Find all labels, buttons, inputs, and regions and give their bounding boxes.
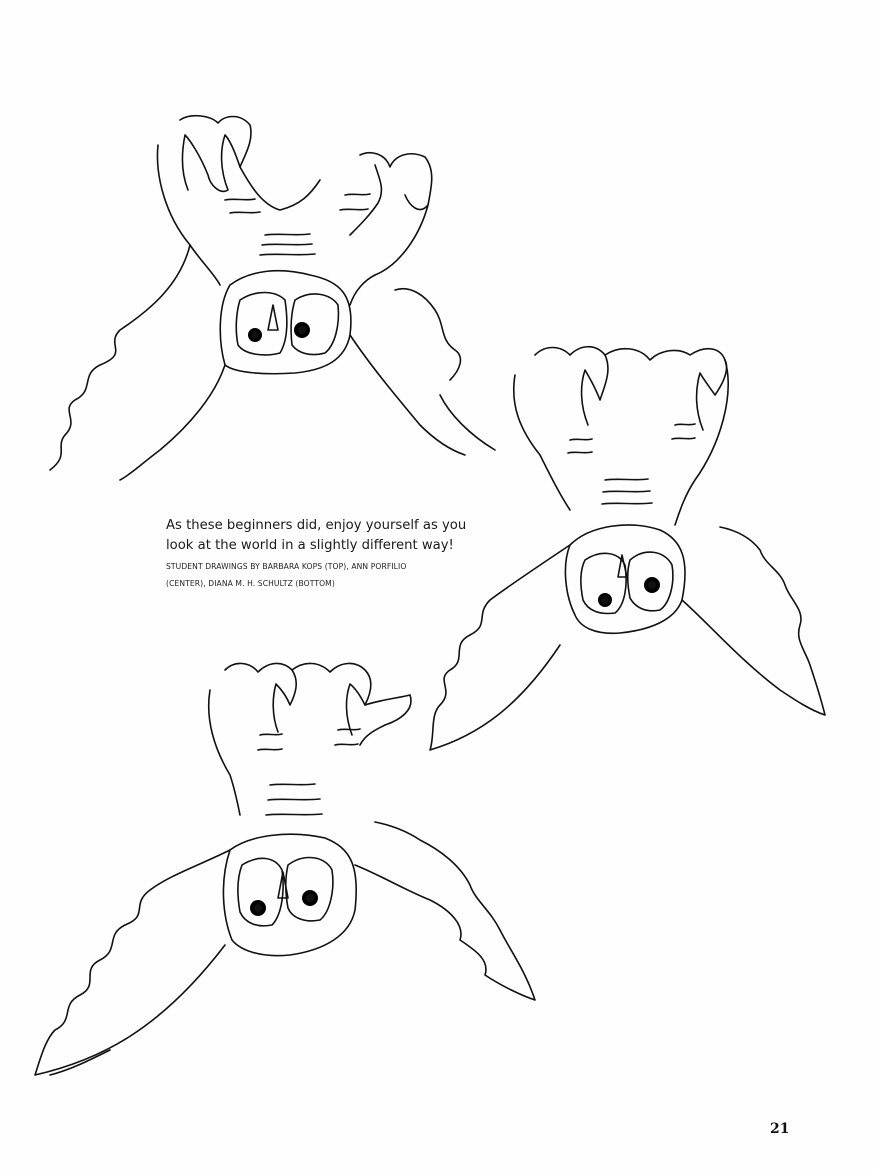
- owl-drawing-top: [40, 95, 480, 485]
- owl-drawing-bottom: [20, 650, 550, 1090]
- caption-credit-line-1: STUDENT DRAWINGS BY BARBARA KOPS (TOP), ANN PORFILIO: [166, 562, 407, 571]
- caption-line-2: look at the world in a slightly different way!: [166, 538, 454, 553]
- caption-block: [166, 516, 486, 592]
- caption-line-1: As these beginners did, enjoy yourself as you: [166, 518, 467, 533]
- caption-credit: [166, 558, 486, 592]
- caption-text: [166, 516, 486, 556]
- page-number: 21: [770, 1121, 790, 1137]
- caption-credit-line-2: (CENTER), DIANA M. H. SCHULTZ (BOTTOM): [166, 579, 335, 588]
